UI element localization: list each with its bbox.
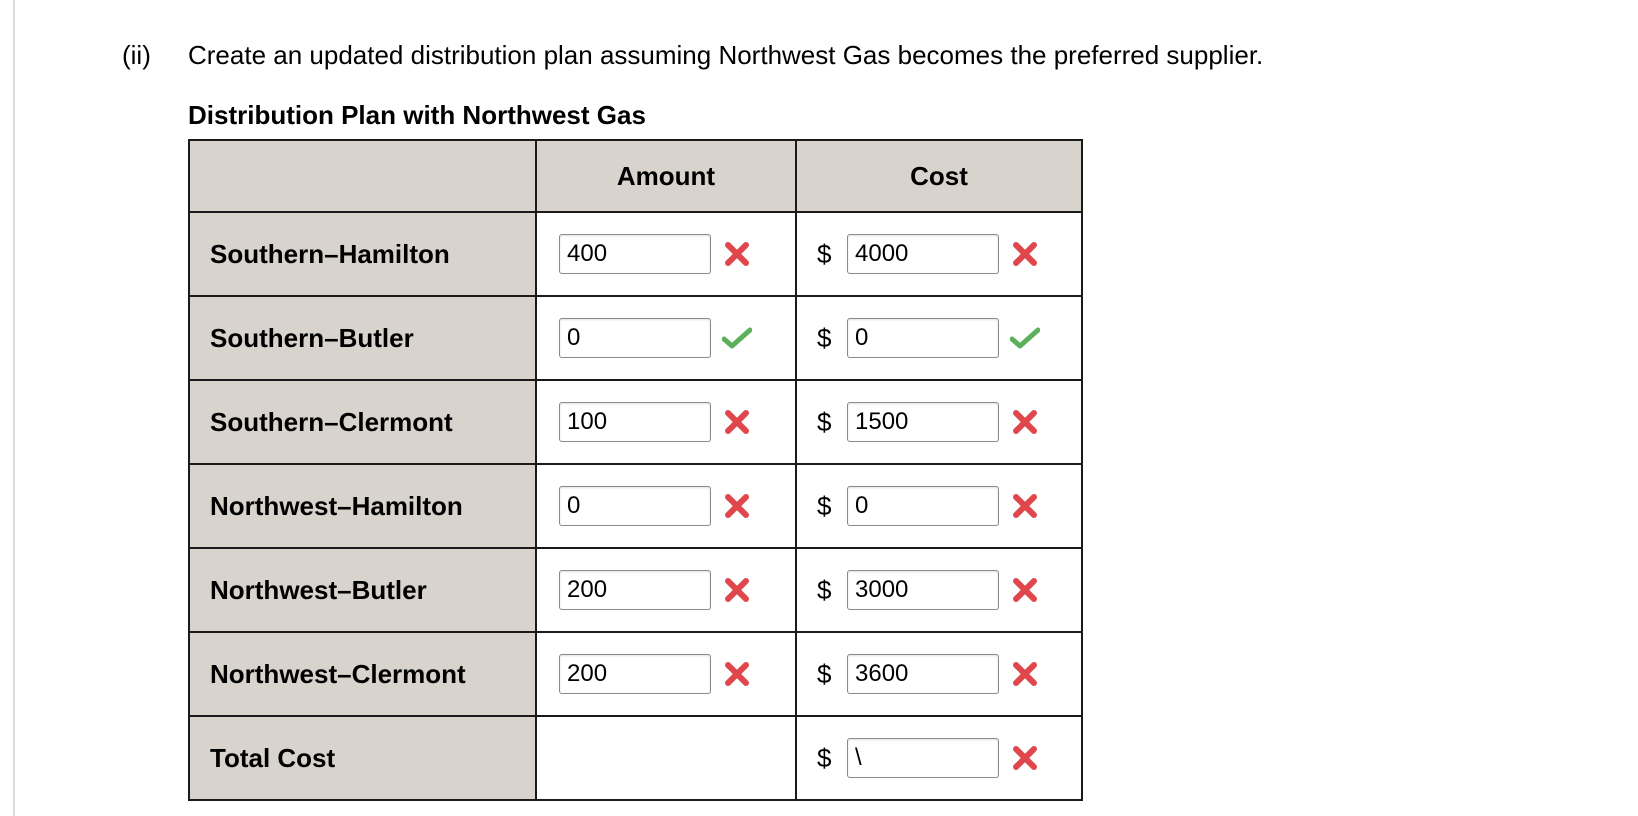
table-row [189, 296, 1082, 380]
amount-input[interactable]: 200 [559, 570, 711, 610]
amount-cell [536, 212, 796, 296]
red-x-icon [721, 490, 753, 522]
red-x-icon [1009, 658, 1041, 690]
amount-input[interactable]: 200 [559, 654, 711, 694]
dollar-sign: $ [817, 322, 832, 353]
row-label-northwest-clermont: Northwest–Clermont [189, 632, 536, 716]
row-label-northwest-hamilton: Northwest–Hamilton [189, 464, 536, 548]
table-title: Distribution Plan with Northwest Gas [188, 100, 646, 130]
green-check-icon [1009, 322, 1041, 354]
dollar-sign: $ [817, 658, 832, 689]
table-row [189, 632, 1082, 716]
dollar-sign: $ [817, 574, 832, 605]
question-prompt [122, 40, 1263, 71]
red-x-icon [1009, 238, 1041, 270]
red-x-icon [1009, 574, 1041, 606]
question-number: (ii) [122, 40, 151, 70]
amount-input[interactable]: 100 [559, 402, 711, 442]
cost-input[interactable]: 3600 [847, 654, 999, 694]
table-row [189, 212, 1082, 296]
red-x-icon [1009, 406, 1041, 438]
cost-input[interactable]: 0 [847, 486, 999, 526]
table-header-row [189, 140, 1082, 212]
row-label-northwest-butler: Northwest–Butler [189, 548, 536, 632]
row-label-southern-hamilton: Southern–Hamilton [189, 212, 536, 296]
amount-cell [536, 632, 796, 716]
header-corner [189, 140, 536, 212]
cost-cell [796, 716, 1082, 800]
header-amount: Amount [536, 140, 796, 212]
table-row [189, 548, 1082, 632]
red-x-icon [1009, 742, 1041, 774]
amount-cell [536, 464, 796, 548]
cost-input[interactable]: 3000 [847, 570, 999, 610]
red-x-icon [721, 574, 753, 606]
red-x-icon [721, 658, 753, 690]
cost-cell [796, 380, 1082, 464]
dollar-sign: $ [817, 406, 832, 437]
red-x-icon [721, 238, 753, 270]
amount-input[interactable]: 0 [559, 318, 711, 358]
amount-input[interactable]: 0 [559, 486, 711, 526]
red-x-icon [721, 406, 753, 438]
table-row [189, 380, 1082, 464]
total-cost-row [189, 716, 1082, 800]
header-cost: Cost [796, 140, 1082, 212]
red-x-icon [1009, 490, 1041, 522]
green-check-icon [721, 322, 753, 354]
amount-cell [536, 548, 796, 632]
cost-cell [796, 296, 1082, 380]
row-label-southern-butler: Southern–Butler [189, 296, 536, 380]
cost-cell [796, 464, 1082, 548]
dollar-sign: $ [817, 742, 832, 773]
cost-cell [796, 632, 1082, 716]
question-text: Create an updated distribution plan assuming Northwest Gas becomes the preferred supplier. [188, 40, 1264, 70]
dollar-sign: $ [817, 238, 832, 269]
row-label-southern-clermont: Southern–Clermont [189, 380, 536, 464]
distribution-plan-table [188, 139, 1083, 801]
amount-input[interactable]: 400 [559, 234, 711, 274]
page-left-border [13, 0, 15, 816]
cost-input[interactable]: 0 [847, 318, 999, 358]
row-label-total-cost: Total Cost [189, 716, 536, 800]
cost-input[interactable]: 4000 [847, 234, 999, 274]
cost-cell [796, 212, 1082, 296]
amount-cell [536, 296, 796, 380]
cost-input[interactable]: 1500 [847, 402, 999, 442]
dollar-sign: $ [817, 490, 832, 521]
cost-cell [796, 548, 1082, 632]
table-row [189, 464, 1082, 548]
amount-cell [536, 716, 796, 800]
amount-cell [536, 380, 796, 464]
total-cost-input[interactable]: \ [847, 738, 999, 778]
